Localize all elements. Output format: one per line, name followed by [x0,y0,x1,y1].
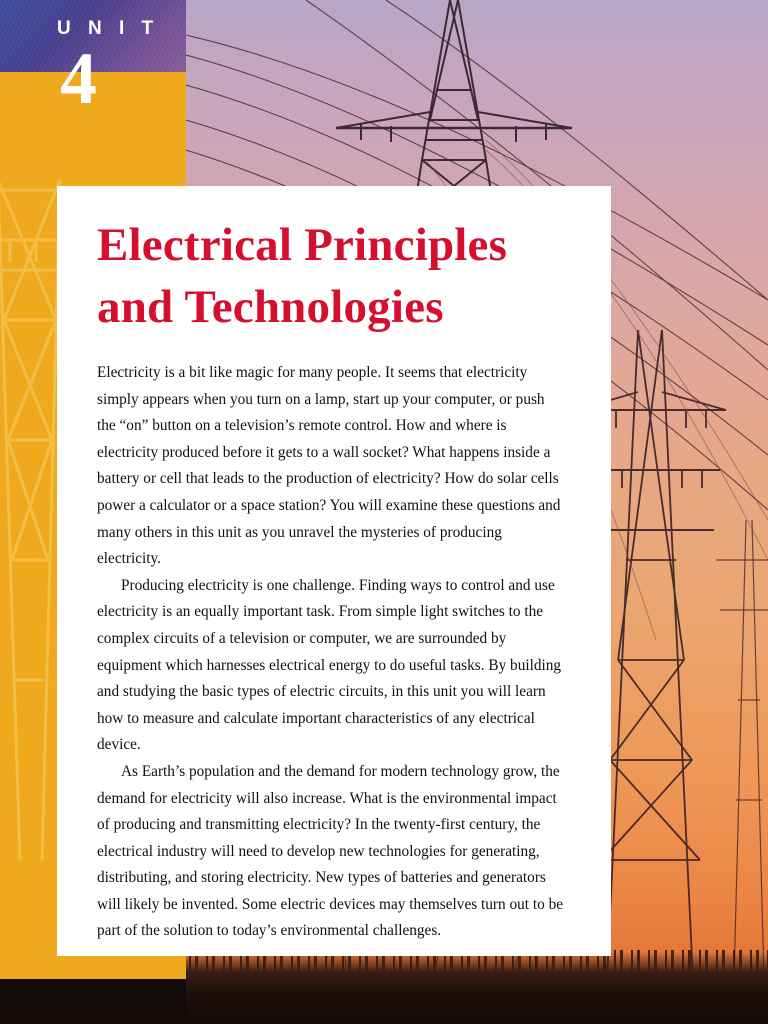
article-card [57,186,611,956]
unit-label: U N I T [57,18,160,39]
body-paragraph-1: Electricity is a bit like magic for many people. It seems that electricity simply appears when you turn on a lamp, start up your computer, or push the “on” button on a television’s remote control. How and where is electricity produced before it gets to a wall socket? What happens inside a battery or cell that leads to the production of electricity? How do solar cells power a calculator or a space station? You will examine these questions and many others in this unit as you unravel the mysteries of producing electricity. [97,364,561,568]
body-paragraph-2: Producing electricity is one challenge. Finding ways to control and use electricity is an equally important task. From simple light switches to the complex circuits of a television or computer, we are surrounded by equipment which harnesses electrical energy to do useful tasks. By building and studying the basic types of electric circuits, in this unit you will learn how to measure and calculate important characteristics of any electrical device. [97,576,562,754]
ground-silhouette [186,952,768,1024]
page-title: Electrical Principles and Technologies [97,219,508,333]
body-paragraph-3: As Earth’s population and the demand for modern technology grow, the demand for electricity will also increase. What is the environmental impact of producing and transmitting electricity? In the twenty-first century, the electrical industry will need to develop new technologies for generating, distributing, and storing electricity. New types of batteries and generators will likely be invented. Some electric devices may themselves turn out to be part of the solution to today’s environmental challenges. [97,762,564,940]
unit-number: 4 [60,38,97,120]
band-bottom-black-strip [0,979,186,1024]
